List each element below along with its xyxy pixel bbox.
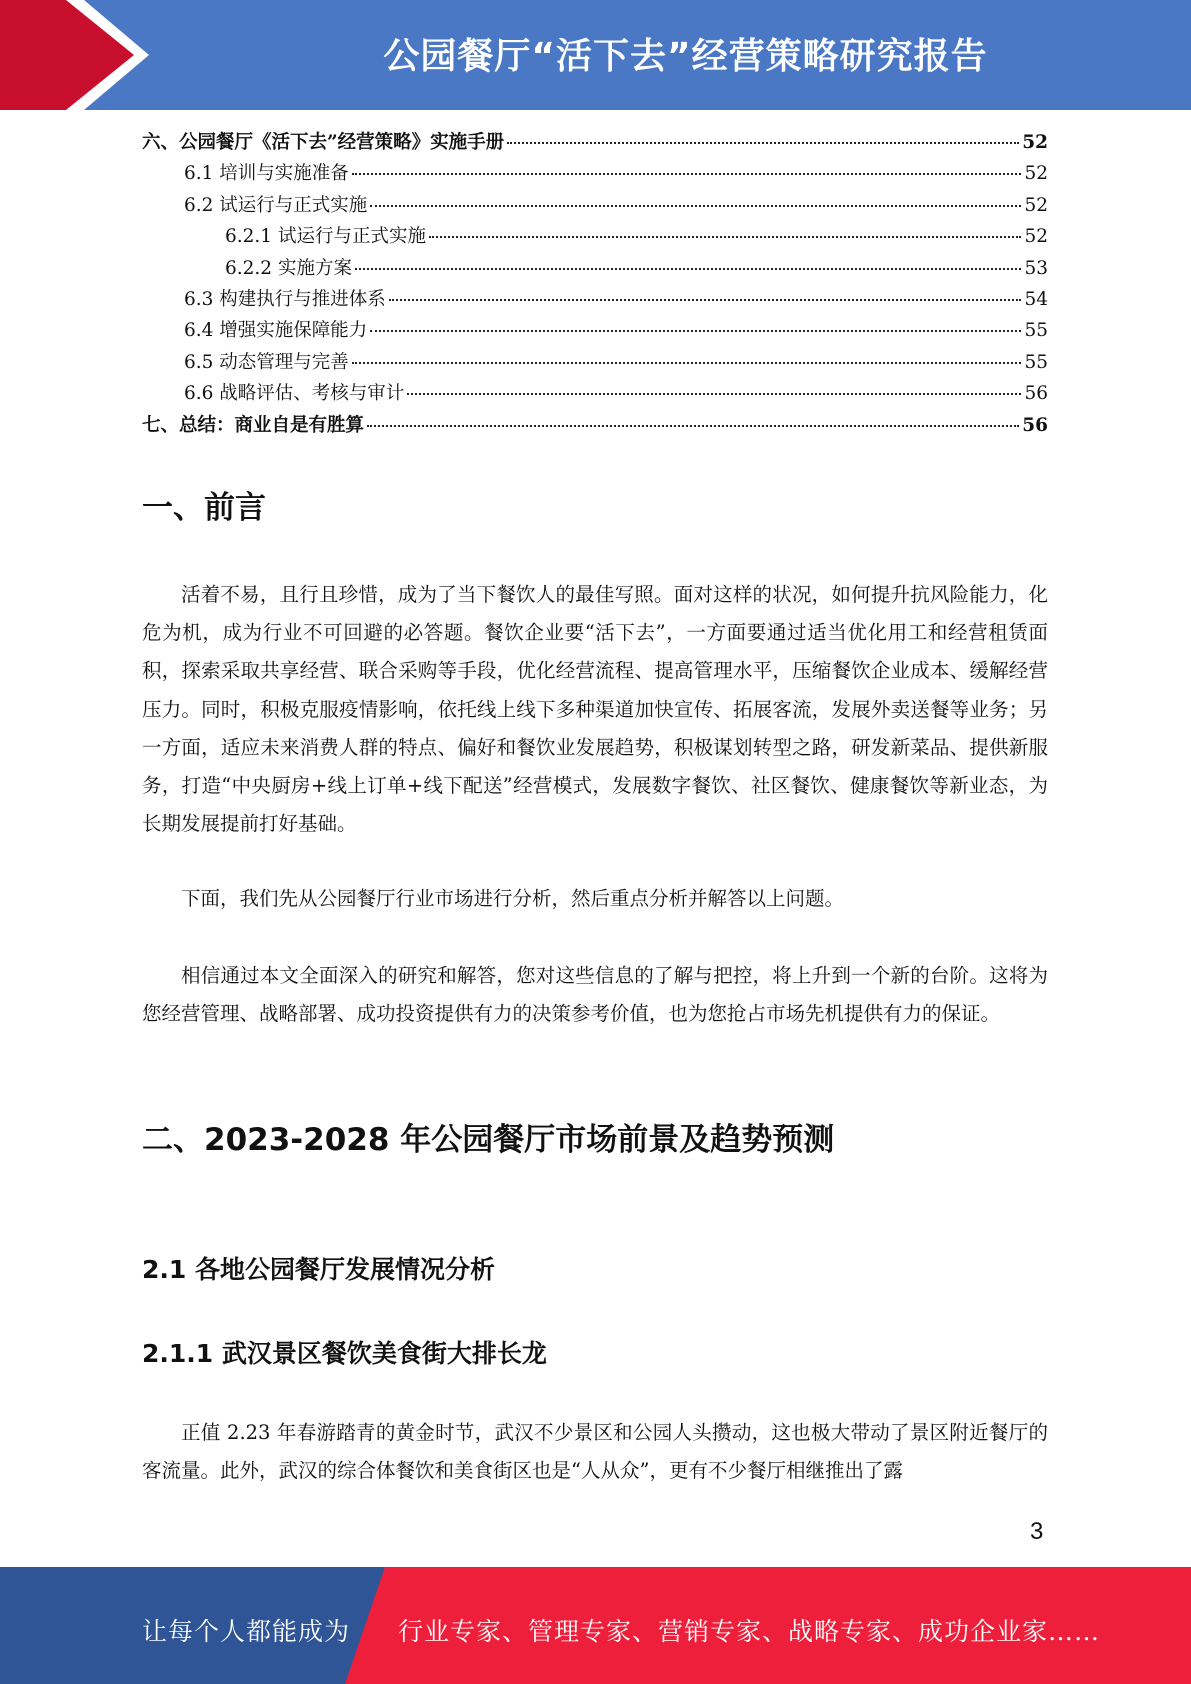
toc-entry[interactable] xyxy=(142,411,1048,442)
toc-leader-dots xyxy=(355,268,1022,270)
body-paragraph: 正值 2.23 年春游踏青的黄金时节，武汉不少景区和公园人头攒动，这也极大带动了景区附近餐厅的客流量。此外，武汉的综合体餐饮和美食街区也是“人从众”，更有不少餐厅相继推出了露 xyxy=(142,1421,1048,1483)
toc-entry[interactable] xyxy=(142,379,1048,410)
toc-entry-page: 53 xyxy=(1024,257,1048,279)
toc-entry-title: 六、公园餐厅《活下去”经营策略》实施手册 xyxy=(142,132,505,153)
header-banner xyxy=(0,0,1191,110)
toc-entry-page: 55 xyxy=(1024,320,1048,342)
toc-leader-dots xyxy=(507,142,1019,144)
toc-entry[interactable] xyxy=(142,254,1048,285)
toc-entry-title: 6.4 增强实施保障能力 xyxy=(184,320,368,342)
footer-slogan-left: 让每个人都能成为 xyxy=(142,1617,351,1646)
toc-entry-title: 6.2 试运行与正式实施 xyxy=(184,194,368,216)
report-title: 公园餐厅“活下去”经营策略研究报告 xyxy=(383,36,988,77)
toc-entry[interactable] xyxy=(142,222,1048,253)
body-paragraph: 相信通过本文全面深入的研究和解答，您对这些信息的了解与把控，将上升到一个新的台阶。这将为您经营管理、战略部署、成功投资提供有力的决策参考价值，也为您抢占市场先机提供有力的保证。 xyxy=(142,964,1048,1026)
section-heading-forecast: 二、2023-2028 年公园餐厅市场前景及趋势预测 xyxy=(142,1122,835,1158)
toc-entry-page: 52 xyxy=(1022,132,1048,153)
toc-entry[interactable] xyxy=(142,348,1048,379)
toc-entry[interactable] xyxy=(142,159,1048,190)
toc-entry-title: 6.1 培训与实施准备 xyxy=(184,163,349,185)
toc-entry-title: 6.3 构建执行与推进体系 xyxy=(184,288,386,310)
toc-leader-dots xyxy=(429,236,1021,238)
toc-entry-title: 6.2.1 试运行与正式实施 xyxy=(225,226,426,248)
footer-slogan-right: 行业专家、管理专家、营销专家、战略专家、成功企业家…… xyxy=(398,1617,1101,1646)
body-paragraph: 下面，我们先从公园餐厅行业市场进行分析，然后重点分析并解答以上问题。 xyxy=(181,887,845,910)
toc-entry-title: 七、总结：商业自是有胜算 xyxy=(142,414,365,436)
section-heading-preface: 一、前言 xyxy=(142,490,266,526)
subsection-heading: 2.1 各地公园餐厅发展情况分析 xyxy=(142,1255,495,1284)
toc-entry[interactable] xyxy=(142,285,1048,316)
toc-entry-page: 54 xyxy=(1024,288,1048,310)
toc-entry-page: 56 xyxy=(1022,414,1048,436)
toc-entry-title: 6.5 动态管理与完善 xyxy=(184,351,349,373)
toc-leader-dots xyxy=(407,393,1021,395)
toc-entry-page: 52 xyxy=(1024,194,1048,216)
toc-entry-title: 6.2.2 实施方案 xyxy=(225,257,352,279)
toc-entry-page: 52 xyxy=(1024,163,1048,185)
toc-entry-page: 56 xyxy=(1024,383,1048,405)
body-paragraph: 活着不易，且行且珍惜，成为了当下餐饮人的最佳写照。面对这样的状况，如何提升抗风险能力，化危为机，成为行业不可回避的必答题。餐饮企业要“活下去”，一方面要通过适当优化用工和经营租赁面积，探索采取共享经营、联合采购等手段，优化经营流程、提高管理水平，压缩餐饮企业成本、缓解经营压力。同时，积极克服疫情影响，依托线上线下多种渠道加快宣传、拓展客流，发展外卖送餐等业务；另一方面，适应未来消费人群的特点、偏好和餐饮业发展趋势，积极谋划转型之路，研发新菜品、提供新服务，打造“中央厨房+线上订单+线下配送”经营模式，发展数字餐饮、社区餐饮、健康餐饮等新业态，为长期发展提前打好基础。 xyxy=(142,583,1048,836)
toc-entry-page: 52 xyxy=(1024,226,1048,248)
toc-entry[interactable] xyxy=(142,316,1048,347)
toc-leader-dots xyxy=(367,425,1019,427)
toc-leader-dots xyxy=(352,173,1022,175)
table-of-contents xyxy=(142,128,1048,442)
toc-entry-title: 6.6 战略评估、考核与审计 xyxy=(184,383,405,405)
toc-entry-page: 55 xyxy=(1024,351,1048,373)
toc-leader-dots xyxy=(352,362,1022,364)
toc-leader-dots xyxy=(389,299,1022,301)
toc-leader-dots xyxy=(370,205,1021,207)
subsubsection-heading: 2.1.1 武汉景区餐饮美食街大排长龙 xyxy=(142,1339,547,1368)
toc-entry[interactable] xyxy=(142,191,1048,222)
toc-entry[interactable] xyxy=(142,128,1048,159)
page-number: 3 xyxy=(1030,1518,1044,1545)
toc-leader-dots xyxy=(370,330,1021,332)
